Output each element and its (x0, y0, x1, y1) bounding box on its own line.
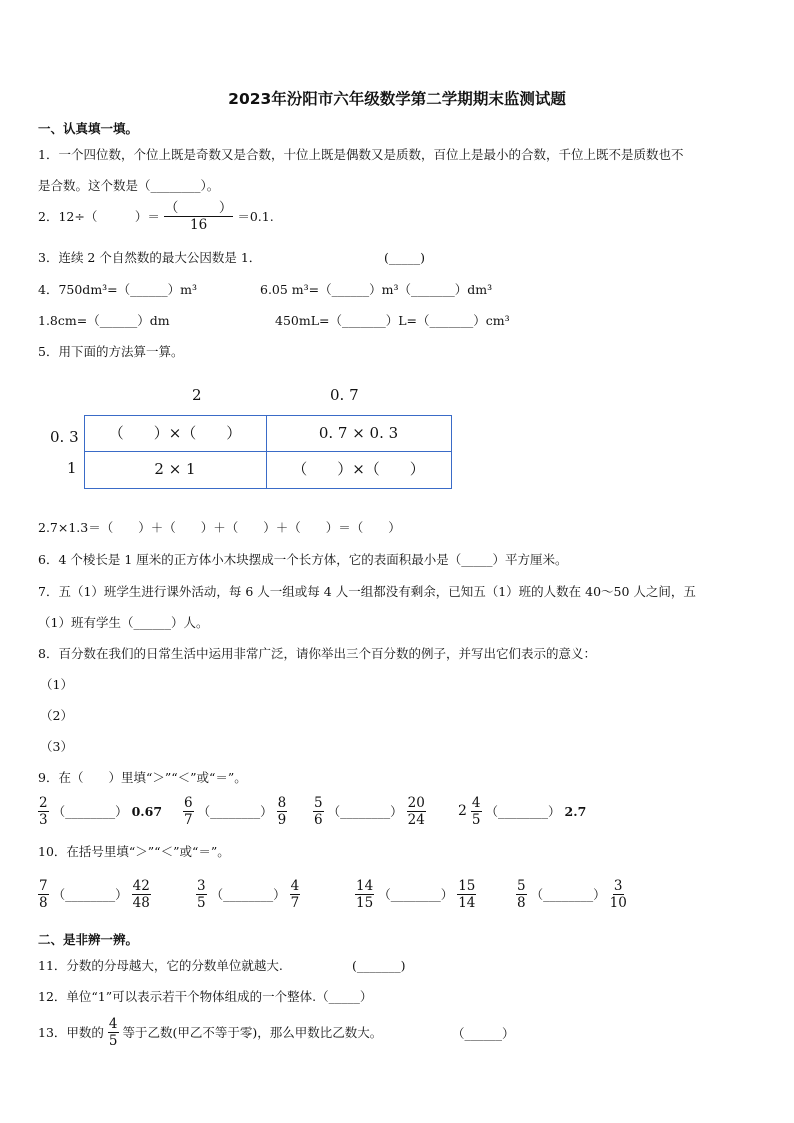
mixed-number-whole: 2 (458, 803, 467, 820)
fraction-numerator: 5 (314, 795, 323, 811)
fraction-denominator: 24 (407, 812, 425, 829)
grid-top-label: 0. 7 (330, 386, 359, 404)
fraction-numerator: （ ） (164, 200, 233, 216)
question-2-suffix: ＝0.1. (237, 209, 274, 225)
fraction (610, 879, 627, 910)
fraction-denominator: 3 (39, 812, 48, 829)
fraction (313, 796, 324, 827)
comparison-value: 0.67 (131, 804, 163, 820)
fraction (290, 879, 301, 910)
fraction-denominator: 7 (184, 812, 193, 829)
question-10-item-1 (38, 879, 151, 910)
question-9: 9．在（ ）里填“＞”“＜”或“＝”。 (38, 770, 247, 785)
question-6: 6．4 个棱长是 1 厘米的正方体小木块摆成一个长方体，它的表面积最小是（_____）平方厘米。 (38, 552, 568, 567)
question-5-equation: 2.7×1.3＝（ ）＋（ ）＋（ ）＋（ ）＝（ ） (38, 520, 401, 535)
answer-blank[interactable]: （________） (530, 887, 606, 903)
question-5: 5．用下面的方法算一算。 (38, 344, 184, 359)
fraction-numerator: 14 (356, 878, 374, 894)
question-11: 11．分数的分母越大，它的分数单位就越大. (38, 958, 283, 973)
answer-blank[interactable]: （________） (52, 804, 128, 820)
question-9-item-4 (458, 796, 586, 827)
fraction (457, 879, 476, 910)
grid-top-label: 2 (192, 386, 202, 404)
fraction (38, 796, 49, 827)
question-10-item-3 (355, 879, 476, 910)
fraction (471, 796, 482, 827)
fraction-numerator: 3 (197, 878, 206, 894)
question-4-part-b: 6.05 m³=（______）m³（_______）dm³ (260, 282, 493, 297)
fraction-numerator: 4 (471, 795, 481, 811)
question-10-item-2 (196, 879, 300, 910)
fraction-denominator: 5 (108, 1033, 118, 1050)
question-7-line-1: 7．五（1）班学生进行课外活动，每 6 人一组或每 4 人一组都没有剩余，已知五（1）班的人数在 40～50 人之间，五 (38, 584, 696, 599)
grid-cell[interactable]: （ ）×（ ） (292, 460, 425, 478)
fraction (277, 796, 288, 827)
fraction-numerator: 8 (277, 795, 287, 811)
fraction-denominator: 6 (314, 812, 323, 829)
fraction-numerator: 6 (184, 795, 193, 811)
fraction (407, 796, 426, 827)
answer-blank[interactable]: （________） (52, 887, 128, 903)
fraction-denominator: 8 (39, 895, 48, 912)
question-1-line-2: 是合数。这个数是（________）。 (38, 178, 220, 193)
fraction (516, 879, 527, 910)
fraction (38, 879, 49, 910)
fraction-denominator: 10 (609, 895, 627, 912)
question-10-item-4 (516, 879, 627, 910)
fraction-denominator: 5 (197, 895, 206, 912)
question-10: 10．在括号里填“＞”“＜”或“＝”。 (38, 844, 230, 859)
question-13-prefix: 13．甲数的 (38, 1025, 104, 1041)
section-heading-2: 二、是非辨一辨。 (38, 932, 139, 947)
grid-divider (84, 451, 451, 452)
fraction-denominator: 8 (517, 895, 526, 912)
question-2-prefix: 2．12÷（ ）＝ (38, 209, 160, 225)
question-8-item: （3） (40, 739, 73, 754)
fraction-denominator: 14 (458, 895, 476, 912)
fraction-denominator: 48 (132, 895, 150, 912)
fraction-denominator: 5 (471, 812, 481, 829)
question-4-part-d: 450mL=（_______）L=（_______）cm³ (275, 313, 510, 328)
fraction-numerator: 42 (132, 878, 150, 894)
question-4-part-c: 1.8cm=（______）dm (38, 313, 170, 328)
answer-blank[interactable]: （________） (197, 804, 273, 820)
answer-blank[interactable]: （________） (485, 804, 561, 820)
comparison-value: 2.7 (564, 804, 587, 820)
grid-cell: 2 × 1 (154, 460, 196, 478)
question-8-item: （1） (40, 677, 73, 692)
section-heading-1: 一、认真填一填。 (38, 121, 139, 136)
answer-blank[interactable]: （________） (210, 887, 286, 903)
question-3-blank: (_____) (384, 250, 426, 265)
fraction-numerator: 20 (407, 795, 425, 811)
question-9-item-2 (183, 796, 287, 827)
grid-side-label: 1 (67, 459, 77, 477)
question-2 (38, 201, 274, 232)
question-2-fraction (164, 201, 234, 232)
answer-blank[interactable]: （________） (327, 804, 403, 820)
question-9-item-3 (313, 796, 426, 827)
question-8-item: （2） (40, 708, 73, 723)
fraction-denominator: 16 (190, 217, 208, 234)
question-7-line-2: （1）班有学生（______）人。 (38, 615, 209, 630)
fraction (183, 796, 194, 827)
page-title: 2023年汾阳市六年级数学第二学期期末监测试题 (228, 90, 566, 108)
fraction (355, 879, 374, 910)
question-9-item-1 (38, 796, 162, 827)
fraction-numerator: 3 (613, 878, 623, 894)
fraction (108, 1017, 119, 1048)
answer-blank[interactable]: （________） (378, 887, 454, 903)
fraction-numerator: 4 (290, 878, 300, 894)
grid-cell[interactable]: （ ）×（ ） (108, 424, 242, 442)
question-1-line-1: 1．一个四位数，个位上既是奇数又是合数，十位上既是偶数又是质数，百位上是最小的合数，千位上既不是质数也不 (38, 147, 684, 162)
question-3: 3．连续 2 个自然数的最大公因数是 1． (38, 250, 262, 265)
fraction-numerator: 2 (39, 795, 48, 811)
fraction-numerator: 7 (39, 878, 48, 894)
fraction-denominator: 15 (356, 895, 374, 912)
question-13 (38, 1017, 382, 1048)
fraction-numerator: 4 (108, 1016, 118, 1032)
fraction-denominator: 7 (290, 895, 300, 912)
question-13-blank[interactable]: （______） (452, 1026, 515, 1041)
question-4-part-a: 4．750dm³=（______）m³ (38, 282, 198, 297)
fraction (196, 879, 207, 910)
question-8: 8．百分数在我们的日常生活中运用非常广泛，请你举出三个百分数的例子，并写出它们表示的意义： (38, 646, 596, 661)
fraction-denominator: 9 (277, 812, 287, 829)
fraction-numerator: 15 (458, 878, 476, 894)
grid-side-label: 0. 3 (50, 428, 79, 446)
fraction (132, 879, 151, 910)
fraction-numerator: 5 (517, 878, 526, 894)
question-11-blank[interactable]: (_______) (352, 958, 406, 973)
question-13-suffix: 等于乙数(甲乙不等于零)，那么甲数比乙数大。 (122, 1025, 383, 1041)
question-12: 12．单位“1”可以表示若干个物体组成的一个整体.（_____） (38, 989, 373, 1004)
grid-cell: 0. 7 × 0. 3 (318, 424, 399, 442)
